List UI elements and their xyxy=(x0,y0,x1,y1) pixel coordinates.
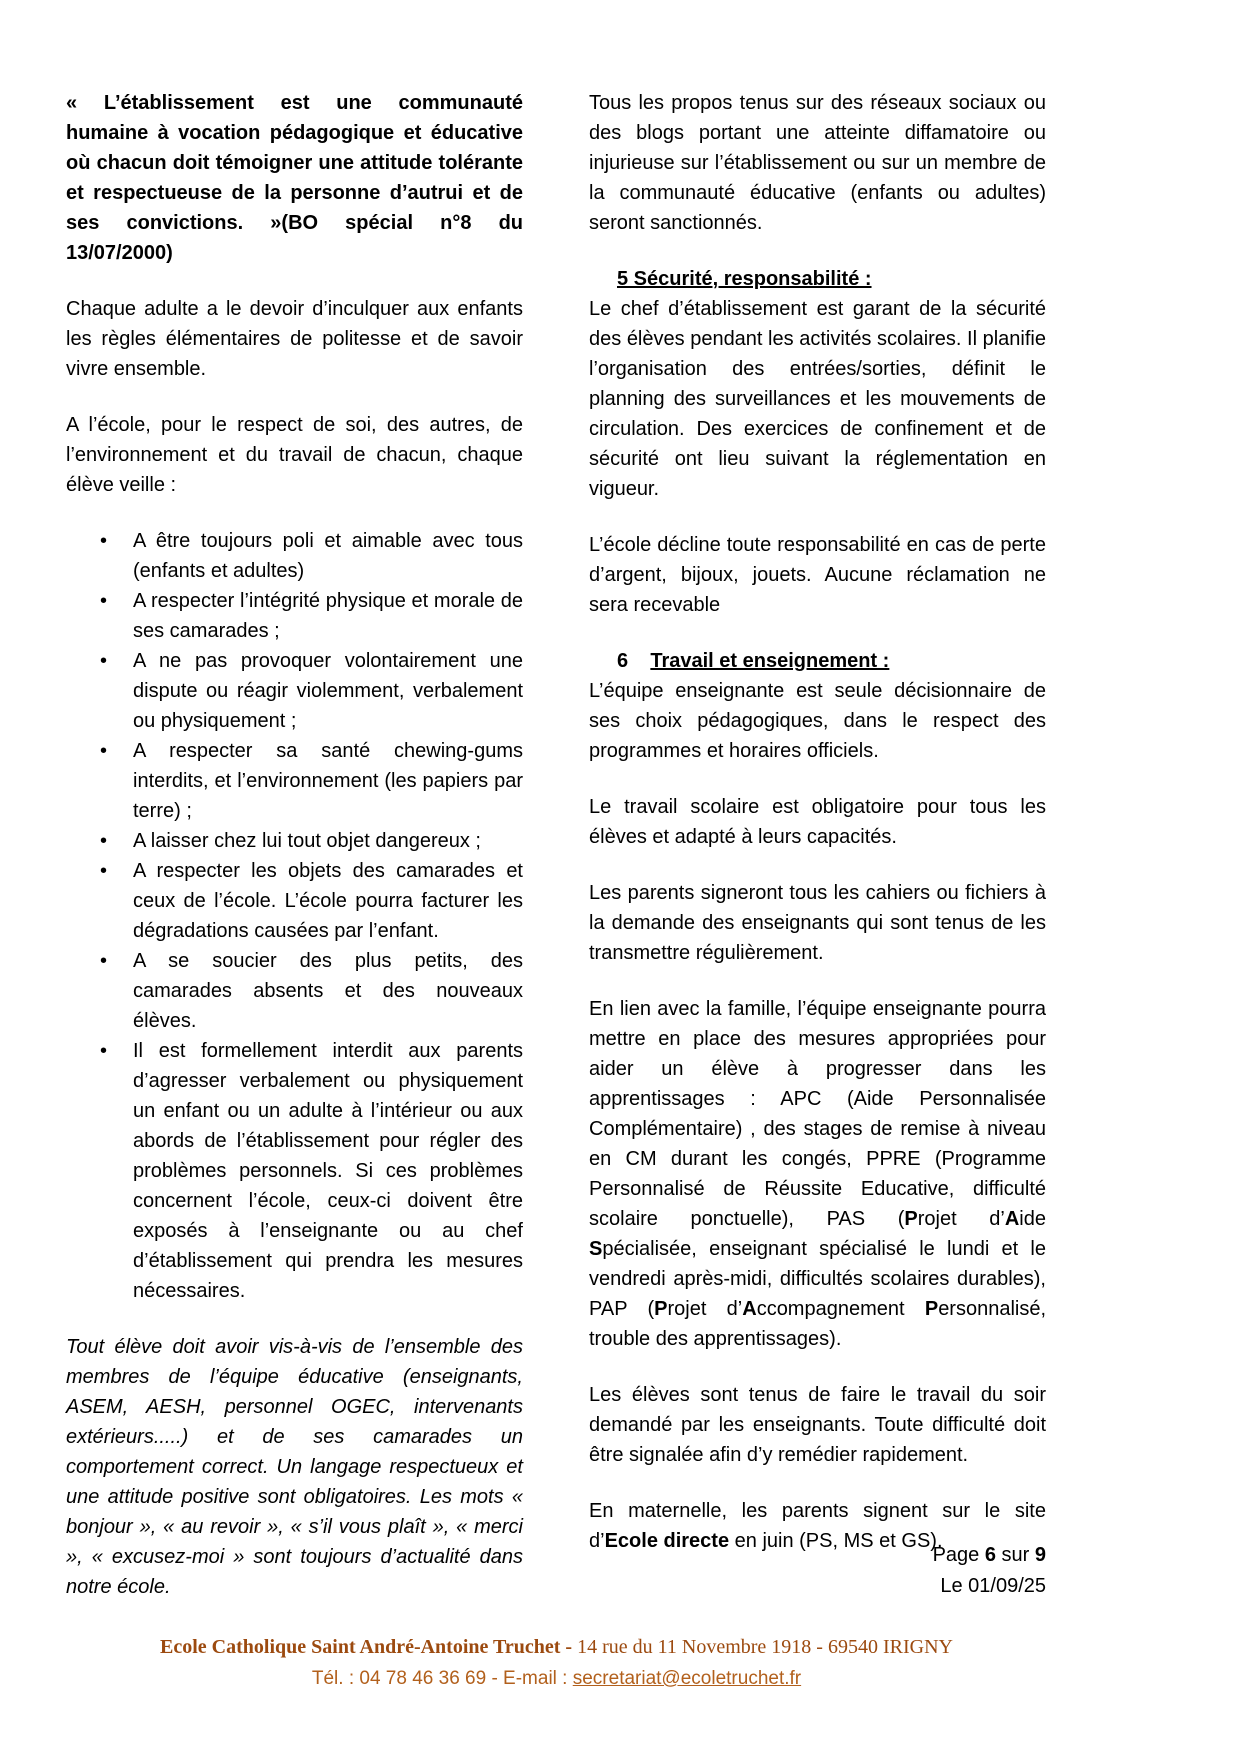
list-item: • A se soucier des plus petits, des camarades absents et des nouveaux élèves. xyxy=(66,946,523,1036)
paragraph-parents: Les parents signeront tous les cahiers ou fichiers à la demande des enseignants qui sont tenus de les transmettre régulièrement. xyxy=(589,882,1046,964)
paragraph-travail: Le travail scolaire est obligatoire pour tous les élèves et adapté à leurs capacités. xyxy=(589,796,1046,848)
document-date: Le 01/09/25 xyxy=(940,1575,1046,1597)
left-column xyxy=(66,88,523,1628)
paragraph-italic-comportement: Tout élève doit avoir vis-à-vis de l’ensemble des membres de l’équipe éducative (enseignants, ASEM, AESH, personnel OGEC, intervenants extérieurs.....) et de ses camarades un comportement correct. Un langage respectueux et une attitude positive sont obligatoires. Les mots « bonjour », « au revoir », « s’il vous plaît », « merci », « excusez-moi » sont toujours d’actualité dans notre école. xyxy=(66,1336,523,1598)
section-heading-securite xyxy=(617,264,1046,294)
paragraph-propos: Tous les propos tenus sur des réseaux sociaux ou des blogs portant une atteinte diffamatoire ou injurieuse sur l’établissement ou sur un membre de la communauté éducative (enfants ou adultes) seront sanctionnés. xyxy=(589,92,1046,234)
list-item: • A respecter l’intégrité physique et morale de ses camarades ; xyxy=(66,586,523,646)
section-heading-travail: 6 Travail et enseignement : xyxy=(617,650,890,672)
paragraph-decline: L’école décline toute responsabilité en cas de perte d’argent, bijoux, jouets. Aucune réclamation ne sera recevable xyxy=(589,534,1046,616)
list-item: • A laisser chez lui tout objet dangereux ; xyxy=(66,826,523,856)
list-item: • A être toujours poli et aimable avec tous (enfants et adultes) xyxy=(66,526,523,586)
page-footer xyxy=(66,1634,1047,1692)
list-item: • A respecter sa santé chewing-gums interdits, et l’environnement (les papiers par terre) ; xyxy=(66,736,523,826)
footer-school-address: Ecole Catholique Saint André-Antoine Truchet - 14 rue du 11 Novembre 1918 - 69540 IRIGNY xyxy=(160,1636,953,1658)
paragraph-apc: En lien avec la famille, l’équipe enseignante pourra mettre en place des mesures appropriées pour aider un élève à progresser dans les apprentissages : APC (Aide Personnalisée Complémentaire) , des stages de remise à niveau en CM durant les congés, PPRE (Programme Personnalisé de Réussite Educative, difficulté scolaire ponctuelle), PAS (Projet d’Aide Spécialisée, enseignant spécialisé le lundi et le vendredi après-midi, difficultés scolaires durables), PAP (Projet d’Accompagnement Personnalisé, trouble des apprentissages). xyxy=(589,998,1047,1350)
paragraph-eleves: Les élèves sont tenus de faire le travail du soir demandé par les enseignants. Toute difficulté doit être signalée afin d’y remédier rapidement. xyxy=(589,1384,1046,1466)
right-column xyxy=(589,88,1046,1628)
footer-phone-email-label: Tél. : 04 78 46 36 69 - E-mail : xyxy=(311,1668,573,1689)
list-item: • A respecter les objets des camarades et ceux de l’école. L’école pourra facturer les dégradations causées par l’enfant. xyxy=(66,856,523,946)
page-number: Page 6 sur 9 xyxy=(932,1544,1046,1566)
paragraph-equipe: L’équipe enseignante est seule décisionnaire de ses choix pédagogiques, dans le respect des programmes et horaires officiels. xyxy=(589,680,1046,762)
bullet-list xyxy=(66,526,523,1306)
quote-paragraph: « L’établissement est une communauté humaine à vocation pédagogique et éducative où chacun doit témoigner une attitude tolérante et respectueuse de la personne d’autrui et de ses convictions. »(BO spécial n°8 du 13/07/2000) xyxy=(66,92,523,264)
paragraph-chef: Le chef d’établissement est garant de la sécurité des élèves pendant les activités scolaires. Il planifie l’organisation des entrées/sorties, définit le planning des surveillances et les mouvements de circulation. Des exercices de confinement et de sécurité ont lieu suivant la réglementation en vigueur. xyxy=(589,298,1046,500)
two-column-layout xyxy=(66,88,1047,1628)
list-item: • Il est formellement interdit aux parents d’agresser verbalement ou physiquement un enfant ou un adulte à l’intérieur ou aux abords de l’établissement pour régler des problèmes personnels. Si ces problèmes concernent l’école, ceux-ci doivent être exposés à l’enseignante ou au chef d’établissement qui prendra les mesures nécessaires. xyxy=(66,1036,523,1306)
list-item: • A ne pas provoquer volontairement une dispute ou réagir violemment, verbalement ou physiquement ; xyxy=(66,646,523,736)
paragraph-ecole: A l’école, pour le respect de soi, des autres, de l’environnement et du travail de chacun, chaque élève veille : xyxy=(66,414,523,496)
paragraph-adulte: Chaque adulte a le devoir d’inculquer aux enfants les règles élémentaires de politesse et de savoir vivre ensemble. xyxy=(66,298,523,380)
footer-contact-line xyxy=(66,1666,1047,1692)
section-heading-securite-text: 5 Sécurité, responsabilité : xyxy=(617,268,872,290)
footer-email-link[interactable]: secretariat@ecoletruchet.fr xyxy=(572,1668,802,1689)
page-meta-block xyxy=(933,1540,1046,1602)
paragraph-maternelle: En maternelle, les parents signent sur le site d’Ecole directe en juin (PS, MS et GS). xyxy=(589,1500,1046,1552)
